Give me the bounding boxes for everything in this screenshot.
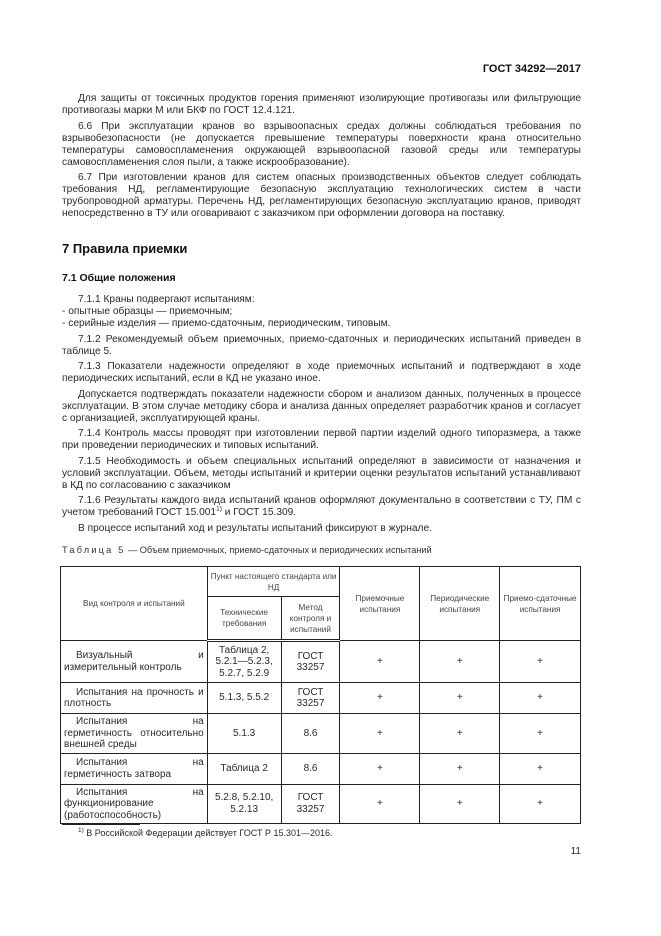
paragraph-7-1-4: 7.1.4 Контроль массы проводят при изготовлении первой партии изделий одного типоразмера, а также при проведении периодических и типовых испытаний. xyxy=(62,428,581,451)
paragraph-6-6: 6.6 При эксплуатации кранов во взрывоопасных средах должны соблюдаться требования по взрывобезопасности (не допускается превышение температуры поверхности крана относительно температуры самовоспламенения окружающей взрывоопасной газовой среды или температуры самовоспламенения слоя пыли, а также искрообразование). xyxy=(62,120,581,168)
cell-method: 8.6 xyxy=(281,714,340,754)
paragraph-7-1-2: 7.1.2 Рекомендуемый объем приемочных, приемо-сдаточных и периодических испытаний приведен в таблице 5. xyxy=(62,333,581,357)
cell-kind: Испытания на функционирование (работоспособность) xyxy=(61,784,208,824)
paragraph-7-1-3-note: Допускается подтверждать показатели надежности сбором и анализом данных, полученных в процессе эксплуатации. В этом случае методику сбора и анализа данных определяет разработчик кранов и согласует с организацией, эксплуатирующей краны. xyxy=(62,388,581,424)
cell-periodic: + xyxy=(420,683,500,714)
cell-delivery: + xyxy=(500,753,581,784)
paragraph-7-1-3: 7.1.3 Показатели надежности определяют в ходе приемочных испытаний и подтверждают в ходе периодических испытаний, если в КД не указано иное. xyxy=(62,361,581,384)
cell-tech: Таблица 2, 5.2.1—5.2.3, 5.2.7, 5.2.9 xyxy=(207,641,281,683)
list-item: - опытные образцы — приемочным; xyxy=(62,306,233,317)
cell-delivery: + xyxy=(500,784,581,824)
footnote-reference: 1) xyxy=(216,505,222,513)
top-text-block xyxy=(62,93,581,224)
cell-acceptance: + xyxy=(340,641,420,683)
tests-table xyxy=(60,566,581,824)
cell-kind: Испытания на герметичность затвора xyxy=(61,753,208,784)
paragraph-6-7: 6.7 При изготовлении кранов для систем опасных производственных объектов следует соблюдать требования НД, регламентирующие безопасную эксплуатацию технологических систем в части трубопроводной арматуры. Перечень НД, регламентирующих безопасную эксплуатацию кранов, приводят непосредственно в ТУ или оговаривают с заказчиком при оформлении договора на поставку. xyxy=(62,172,581,219)
table-caption xyxy=(62,545,432,555)
cell-acceptance: + xyxy=(340,753,420,784)
header-tech: Технические требования xyxy=(207,597,281,641)
paragraph-7-1-6 xyxy=(62,495,581,519)
cell-periodic: + xyxy=(420,714,500,754)
cell-method: ГОСТ 33257 xyxy=(281,784,340,824)
subsection-title: 7.1 Общие положения xyxy=(62,272,176,284)
cell-tech: 5.1.3 xyxy=(207,714,281,754)
table-row xyxy=(61,714,581,754)
section-body xyxy=(62,294,581,538)
table-caption-text: — Объем приемочных, приемо-сдаточных и периодических испытаний xyxy=(125,545,432,555)
table-row xyxy=(61,683,581,714)
cell-delivery: + xyxy=(500,683,581,714)
header-method: Метод контроля и испытаний xyxy=(281,597,340,641)
header-acceptance: Приемочные испытания xyxy=(340,567,420,641)
cell-kind: Испытания на герметичность относительно внешней среды xyxy=(61,714,208,754)
footnote xyxy=(78,828,333,838)
page-number: 11 xyxy=(570,846,581,857)
cell-delivery: + xyxy=(500,641,581,683)
table-row xyxy=(61,753,581,784)
cell-method: 8.6 xyxy=(281,753,340,784)
header-delivery: Приемо-сдаточные испытания xyxy=(500,567,581,641)
cell-method: ГОСТ 33257 xyxy=(281,683,340,714)
list-item: - серийные изделия — приемо-сдаточным, периодическим, типовым. xyxy=(62,318,391,329)
cell-periodic: + xyxy=(420,784,500,824)
footnote-mark: 1) xyxy=(78,827,84,834)
cell-acceptance: + xyxy=(340,784,420,824)
cell-periodic: + xyxy=(420,641,500,683)
cell-method: ГОСТ 33257 xyxy=(281,641,340,683)
cell-kind: Визуальный и измерительный контроль xyxy=(61,641,208,683)
paragraph-7-1-6-text: 7.1.6 Результаты каждого вида испытаний кранов оформляют документально в соответствии с ТУ, ПМ с учетом требований ГОСТ 15.001 xyxy=(62,495,581,518)
paragraph-journal: В процессе испытаний ход и результаты испытаний фиксируют в журнале. xyxy=(78,522,432,534)
table-row xyxy=(61,641,581,683)
cell-kind: Испытания на прочность и плотность xyxy=(61,683,208,714)
header-clause-group: Пункт настоящего стандарта или НД xyxy=(207,567,340,597)
document-standard-number: ГОСТ 34292—2017 xyxy=(482,63,581,75)
footnote-text: В Российской Федерации действует ГОСТ Р 15.301—2016. xyxy=(83,828,333,838)
footnote-divider xyxy=(62,824,140,825)
cell-tech: 5.1.3, 5.5.2 xyxy=(207,683,281,714)
paragraph-protective-gas-masks: Для защиты от токсичных продуктов горения применяют изолирующие противогазы или фильтрующие противогазы марки М или БКФ по ГОСТ 12.4.121. xyxy=(62,93,581,116)
section-title: 7 Правила приемки xyxy=(62,241,188,256)
table-caption-label: Таблица 5 xyxy=(62,545,126,555)
header-kind: Вид контроля и испытаний xyxy=(61,567,208,641)
table-row xyxy=(61,784,581,824)
paragraph-7-1-6-tail: и ГОСТ 15.309. xyxy=(221,507,297,518)
cell-tech: Таблица 2 xyxy=(207,753,281,784)
cell-acceptance: + xyxy=(340,714,420,754)
cell-delivery: + xyxy=(500,714,581,754)
cell-acceptance: + xyxy=(340,683,420,714)
paragraph-7-1-5: 7.1.5 Необходимость и объем специальных испытаний определяют в зависимости от назначения и условий эксплуатации. Объем, методы испытаний и критерии оценки результатов испытаний устанавливают в КД по согласованию с заказчиком xyxy=(62,455,581,491)
cell-periodic: + xyxy=(420,753,500,784)
header-periodic: Периодические испытания xyxy=(420,567,500,641)
paragraph-7-1-1: 7.1.1 Краны подвергают испытаниям: xyxy=(78,294,255,305)
cell-tech: 5.2.8, 5.2.10, 5.2.13 xyxy=(207,784,281,824)
